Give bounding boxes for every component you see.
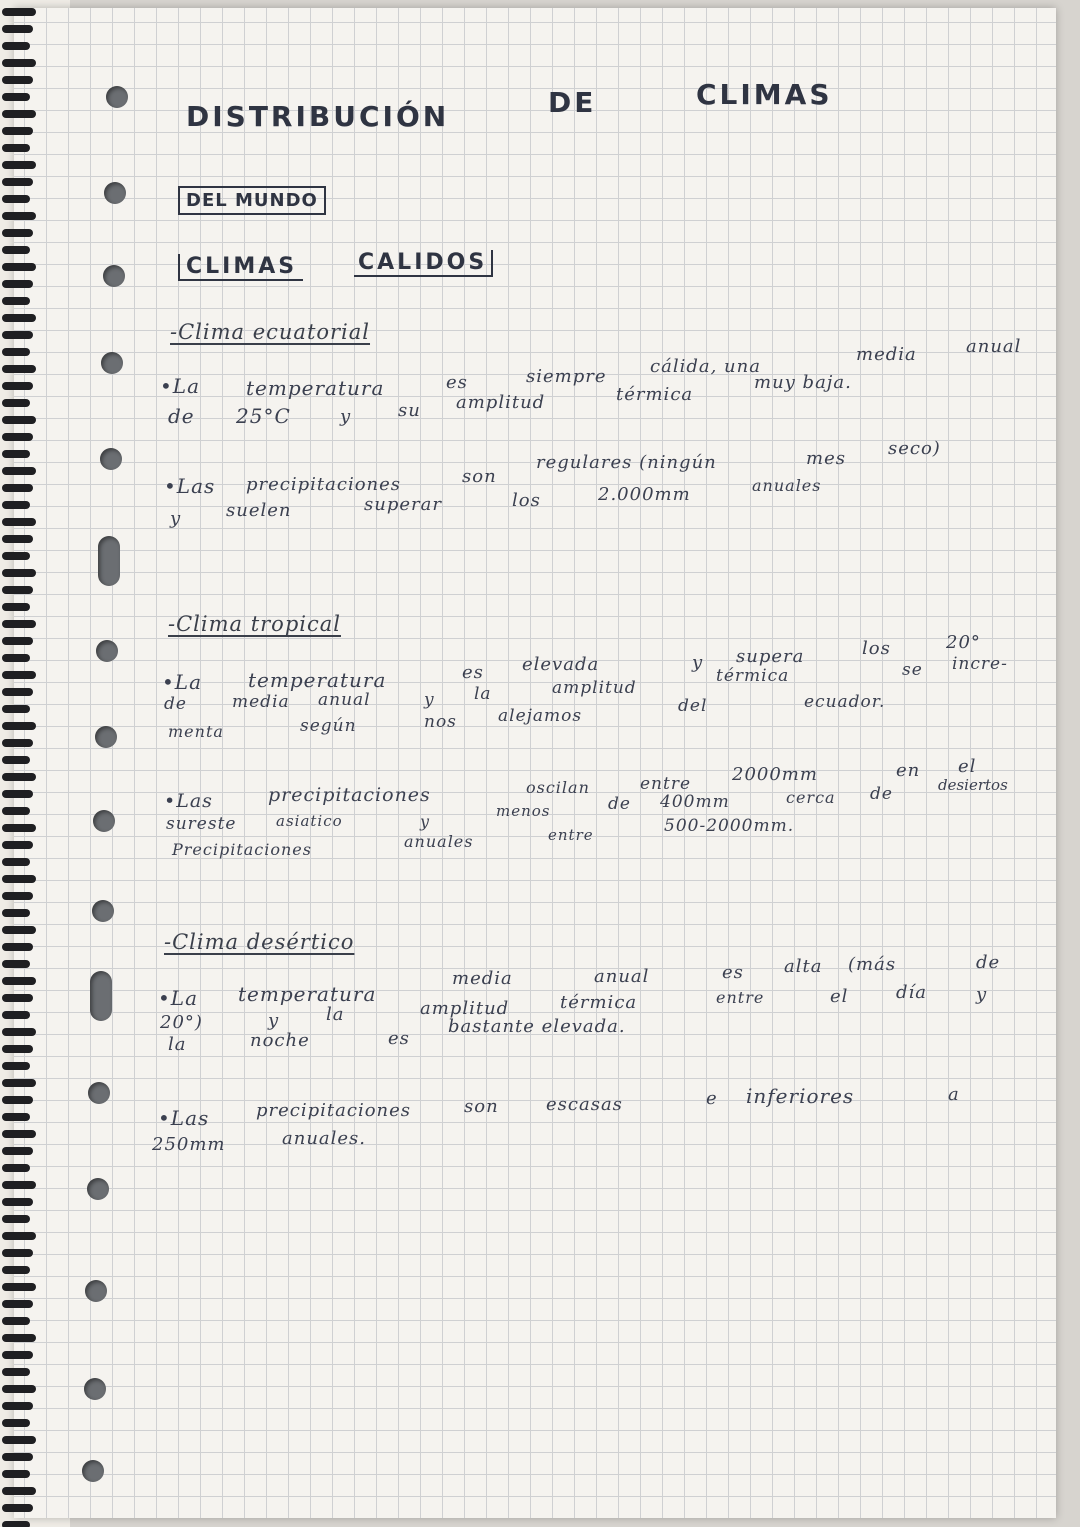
spiral-coil bbox=[2, 1130, 36, 1138]
spiral-coil bbox=[2, 178, 33, 186]
tro-l2-e: la bbox=[474, 684, 492, 704]
punched-hole bbox=[92, 900, 114, 922]
tro-p2-a: sureste bbox=[166, 814, 237, 834]
des-l2-c: la bbox=[326, 1004, 345, 1025]
spiral-coil bbox=[2, 1470, 30, 1478]
tro-p1-f: en bbox=[896, 760, 921, 781]
ecu-p2-c: superar bbox=[364, 494, 442, 515]
spiral-coil bbox=[2, 1215, 30, 1223]
tro-p1-c: oscilan bbox=[526, 778, 590, 797]
des-l2-i: y bbox=[976, 984, 988, 1005]
heading-desertico: -Clima desértico bbox=[164, 930, 355, 954]
tro-l3-f: ecuador. bbox=[804, 692, 886, 712]
spiral-coil bbox=[2, 212, 36, 220]
des-p2-b: anuales. bbox=[282, 1128, 367, 1149]
spiral-coil bbox=[2, 909, 30, 917]
des-p1-g: a bbox=[948, 1084, 960, 1105]
tro-p2-e: de bbox=[608, 794, 631, 814]
spiral-coil bbox=[2, 1028, 36, 1036]
spiral-coil bbox=[2, 1266, 30, 1274]
des-l2-g: el bbox=[830, 986, 849, 1007]
spiral-coil bbox=[2, 8, 36, 16]
spiral-coil bbox=[2, 603, 30, 611]
spiral-coil bbox=[2, 926, 36, 934]
ecu-l2-a: de bbox=[168, 404, 195, 428]
punched-hole bbox=[106, 86, 128, 108]
punched-hole bbox=[101, 352, 123, 374]
spiral-coil bbox=[2, 1317, 30, 1325]
spiral-coil bbox=[2, 688, 33, 696]
des-p1-c: son bbox=[464, 1096, 499, 1117]
punched-hole bbox=[85, 1280, 107, 1302]
spiral-coil bbox=[2, 1011, 30, 1019]
ecu-p2-d: los bbox=[512, 490, 541, 511]
tro-p2-g: cerca bbox=[786, 788, 836, 807]
spiral-coil bbox=[2, 1504, 33, 1512]
ecu-l1-f: media bbox=[856, 344, 917, 365]
spiral-coil bbox=[2, 875, 36, 883]
section-calidos: CALIDOS bbox=[354, 250, 493, 277]
spiral-coil bbox=[2, 1419, 30, 1427]
des-l1-f: alta bbox=[784, 956, 823, 977]
tro-p1-a: •Las bbox=[164, 790, 213, 812]
punched-hole bbox=[100, 448, 122, 470]
tro-l3-a: menta bbox=[168, 722, 224, 741]
spiral-coil bbox=[2, 433, 33, 441]
des-p1-f: inferiores bbox=[746, 1084, 855, 1108]
spiral-coil bbox=[2, 416, 36, 424]
tro-p1-b: precipitaciones bbox=[268, 784, 431, 806]
subtitle-box: DEL MUNDO bbox=[178, 186, 326, 215]
spiral-coil bbox=[2, 858, 30, 866]
spiral-coil bbox=[2, 450, 30, 458]
tro-l2-g: térmica bbox=[716, 666, 790, 686]
spiral-coil bbox=[2, 399, 30, 407]
tro-p3-b: anuales bbox=[404, 832, 474, 851]
ecu-p2-e: 2.000mm bbox=[598, 484, 691, 505]
des-l3-c: es bbox=[388, 1028, 410, 1049]
tro-p2-i: desiertos bbox=[938, 776, 1008, 794]
tro-l3-e: del bbox=[678, 696, 708, 716]
tro-l2-a: de bbox=[164, 694, 187, 714]
heading-ecuatorial: -Clima ecuatorial bbox=[170, 320, 371, 344]
des-p1-d: escasas bbox=[546, 1094, 623, 1115]
spiral-coil bbox=[2, 1402, 33, 1410]
spiral-coil bbox=[2, 620, 36, 628]
title-word-de: DE bbox=[548, 86, 597, 119]
ecu-l2-e: amplitud bbox=[456, 392, 546, 413]
des-l1-h: de bbox=[976, 952, 1001, 973]
tro-p3-c: entre bbox=[548, 826, 594, 844]
des-p1-e: e bbox=[706, 1088, 718, 1109]
des-l2-b: y bbox=[268, 1010, 280, 1031]
spiral-coil bbox=[2, 314, 36, 322]
tro-l1-f: supera bbox=[736, 646, 805, 667]
spiral-coil bbox=[2, 501, 30, 509]
spiral-coil bbox=[2, 705, 30, 713]
tro-p1-g: el bbox=[958, 756, 977, 777]
ecu-p2-b: suelen bbox=[226, 500, 292, 521]
spiral-coil bbox=[2, 722, 36, 730]
ecu-l2-g: muy baja. bbox=[754, 372, 852, 393]
punched-hole bbox=[95, 726, 117, 748]
spiral-coil bbox=[2, 25, 33, 33]
punched-hole bbox=[82, 1460, 104, 1482]
spiral-coil bbox=[2, 1198, 33, 1206]
tro-p3-a: Precipitaciones bbox=[172, 840, 312, 859]
ecu-p1-c: son bbox=[462, 466, 497, 487]
spiral-coil bbox=[2, 1249, 33, 1257]
spiral-coil bbox=[2, 756, 30, 764]
spiral-coil bbox=[2, 637, 33, 645]
ecu-l1-e: cálida, una bbox=[650, 356, 761, 377]
spiral-coil bbox=[2, 110, 36, 118]
des-l1-e: es bbox=[722, 962, 744, 983]
des-l2-d: amplitud bbox=[420, 998, 510, 1019]
des-l3-a: la bbox=[168, 1034, 187, 1055]
spiral-coil bbox=[2, 1147, 33, 1155]
des-l3-b: noche bbox=[250, 1030, 310, 1051]
ecu-l2-f: térmica bbox=[616, 384, 694, 405]
tro-l1-h: 20° bbox=[946, 632, 981, 653]
punched-hole bbox=[103, 265, 125, 287]
des-l1-b: temperatura bbox=[238, 982, 377, 1006]
des-p2-a: 250mm bbox=[152, 1134, 226, 1155]
spiral-coil bbox=[2, 1164, 30, 1172]
spiral-coil bbox=[2, 1436, 36, 1444]
title-word-distribucion: DISTRIBUCIÓN bbox=[186, 100, 450, 133]
spiral-coil bbox=[2, 76, 33, 84]
spiral-coil bbox=[2, 246, 30, 254]
spiral-coil bbox=[2, 1062, 30, 1070]
tro-l3-d: alejamos bbox=[498, 706, 583, 726]
punched-hole bbox=[96, 640, 118, 662]
spiral-coil bbox=[2, 654, 30, 662]
spiral-coil bbox=[2, 518, 36, 526]
spiral-coil bbox=[2, 1368, 30, 1376]
spiral-coil bbox=[2, 365, 36, 373]
ecu-l1-c: es bbox=[446, 372, 468, 393]
des-l2-f: entre bbox=[716, 988, 765, 1007]
spiral-coil bbox=[2, 671, 36, 679]
spiral-coil bbox=[2, 773, 36, 781]
ecu-l2-b: 25°C bbox=[236, 404, 291, 428]
ecu-l2-d: su bbox=[398, 400, 421, 421]
punched-hole bbox=[87, 1178, 109, 1200]
tro-p2-f: 400mm bbox=[660, 792, 730, 812]
spiral-coil bbox=[2, 892, 33, 900]
spiral-coil bbox=[2, 1283, 36, 1291]
punched-hole bbox=[90, 971, 112, 1021]
tro-l2-i: incre- bbox=[952, 654, 1008, 674]
spiral-coil bbox=[2, 127, 33, 135]
tro-l1-a: •La bbox=[162, 670, 203, 694]
des-p1-a: •Las bbox=[158, 1106, 210, 1130]
heading-tropical: -Clima tropical bbox=[168, 612, 341, 636]
tro-p1-d: entre bbox=[640, 774, 692, 794]
tro-l3-c: nos bbox=[424, 712, 457, 732]
title-word-climas: CLIMAS bbox=[696, 78, 833, 111]
spiral-coil bbox=[2, 195, 30, 203]
spiral-coil bbox=[2, 739, 33, 747]
spiral-coil bbox=[2, 807, 30, 815]
spiral-coil bbox=[2, 382, 33, 390]
ecu-l1-b: temperatura bbox=[246, 376, 385, 400]
tro-l2-h: se bbox=[902, 660, 923, 680]
spiral-coil bbox=[2, 1232, 36, 1240]
des-l2-a: 20°) bbox=[160, 1012, 203, 1033]
spiral-coil bbox=[2, 586, 33, 594]
spiral-coil bbox=[2, 1079, 36, 1087]
des-p1-b: precipitaciones bbox=[256, 1100, 412, 1121]
ecu-l2-c: y bbox=[340, 406, 352, 427]
spiral-coil bbox=[2, 841, 33, 849]
tro-l2-c: anual bbox=[318, 690, 371, 710]
spiral-coil bbox=[2, 161, 36, 169]
tro-p2-b: asiatico bbox=[276, 812, 343, 830]
spiral-coil bbox=[2, 42, 30, 50]
ecu-p2-a: y bbox=[170, 508, 182, 529]
tro-l1-b: temperatura bbox=[248, 668, 387, 692]
spiral-coil bbox=[2, 263, 36, 271]
spiral-coil bbox=[2, 467, 36, 475]
spiral-coil bbox=[2, 994, 33, 1002]
spiral-coil bbox=[2, 569, 36, 577]
ecu-p1-d: regulares (ningún bbox=[536, 452, 717, 473]
spiral-coil bbox=[2, 1113, 30, 1121]
punched-hole bbox=[93, 810, 115, 832]
spiral-coil bbox=[2, 790, 33, 798]
spiral-coil bbox=[2, 297, 30, 305]
des-l1-a: •La bbox=[158, 986, 199, 1010]
ecu-p1-e: mes bbox=[806, 448, 846, 469]
spiral-coil bbox=[2, 1181, 36, 1189]
tro-l1-e: y bbox=[692, 652, 704, 673]
tro-l1-d: elevada bbox=[522, 654, 600, 675]
tro-l2-b: media bbox=[232, 692, 290, 712]
ecu-p2-f: anuales bbox=[752, 476, 822, 495]
des-l2-h: día bbox=[896, 982, 928, 1003]
punched-hole bbox=[104, 182, 126, 204]
des-l1-c: media bbox=[452, 968, 513, 989]
spiral-coil bbox=[2, 1521, 30, 1527]
ecu-p1-b: precipitaciones bbox=[246, 474, 402, 495]
tro-p2-c: y bbox=[420, 812, 431, 831]
tro-p2-h: de bbox=[870, 784, 893, 804]
spiral-coil bbox=[2, 943, 33, 951]
spiral-coil bbox=[2, 535, 33, 543]
spiral-coil bbox=[2, 1045, 33, 1053]
punched-hole bbox=[98, 536, 120, 586]
spiral-coil bbox=[2, 1334, 36, 1342]
spiral-coil bbox=[2, 59, 36, 67]
des-l1-g: (más bbox=[848, 954, 897, 975]
section-climas: CLIMAS bbox=[178, 254, 303, 281]
spiral-coil bbox=[2, 1385, 36, 1393]
spiral-coil bbox=[2, 960, 30, 968]
des-l3-d: bastante elevada. bbox=[448, 1016, 626, 1037]
spiral-coil bbox=[2, 1453, 33, 1461]
spiral-coil bbox=[2, 977, 36, 985]
tro-p2-d: menos bbox=[496, 802, 551, 820]
spiral-coil bbox=[2, 1300, 33, 1308]
spiral-coil bbox=[2, 1351, 33, 1359]
ecu-l1-a: •La bbox=[160, 374, 201, 398]
spiral-coil bbox=[2, 824, 36, 832]
punched-hole bbox=[84, 1378, 106, 1400]
spiral-coil bbox=[2, 1487, 36, 1495]
spiral-coil bbox=[2, 484, 33, 492]
des-l1-d: anual bbox=[594, 966, 650, 987]
tro-p1-e: 2000mm bbox=[732, 764, 818, 785]
tro-l1-c: es bbox=[462, 662, 484, 683]
des-l2-e: térmica bbox=[560, 992, 638, 1013]
ecu-p1-f: seco) bbox=[888, 438, 941, 459]
spiral-coil bbox=[2, 144, 30, 152]
spiral-coil bbox=[2, 331, 33, 339]
ecu-p1-a: •Las bbox=[164, 474, 216, 498]
ecu-l1-g: anual bbox=[966, 336, 1022, 357]
tro-p3-d: 500-2000mm. bbox=[664, 816, 795, 836]
spiral-coil bbox=[2, 348, 30, 356]
spiral-coil bbox=[2, 93, 30, 101]
tro-l2-f: amplitud bbox=[552, 678, 637, 698]
ecu-l1-d: siempre bbox=[526, 366, 607, 387]
spiral-coil bbox=[2, 280, 33, 288]
tro-l1-g: los bbox=[862, 638, 891, 659]
spiral-coil bbox=[2, 552, 30, 560]
tro-l3-b: según bbox=[300, 716, 357, 736]
punched-hole bbox=[88, 1082, 110, 1104]
spiral-coil bbox=[2, 229, 33, 237]
spiral-coil bbox=[2, 1096, 33, 1104]
tro-l2-d: y bbox=[424, 690, 435, 710]
